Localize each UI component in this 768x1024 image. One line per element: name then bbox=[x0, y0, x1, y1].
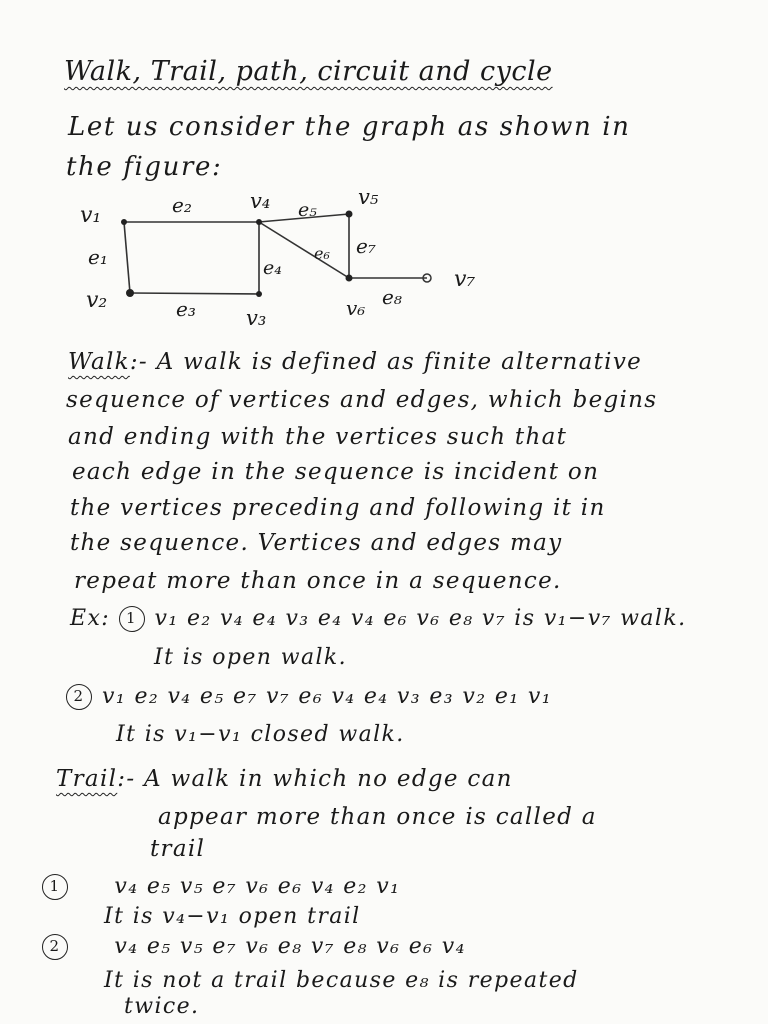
vertex-v6-label: v₆ bbox=[346, 296, 366, 320]
example-number-badge: 1 bbox=[42, 874, 68, 900]
page-title-text: Walk, Trail, path, circuit and cycle bbox=[64, 56, 553, 87]
walk-example-2-note: It is v₁−v₁ closed walk. bbox=[116, 722, 405, 747]
walk-example-1 bbox=[70, 606, 686, 632]
intro-line-2: the figure: bbox=[66, 152, 223, 182]
example-number-badge: 1 bbox=[119, 606, 145, 632]
edge-e1-line bbox=[124, 222, 130, 293]
walk-definition-line-1 bbox=[68, 349, 642, 375]
edge-e7-label: e₇ bbox=[356, 234, 376, 258]
example-number-badge: 2 bbox=[66, 684, 92, 710]
edge-e5-label: e₅ bbox=[298, 199, 317, 221]
walk-definition-line-3: and ending with the vertices such that bbox=[68, 424, 568, 450]
edge-e6-label: e₆ bbox=[314, 244, 330, 263]
trail-example-1-sequence: v₄ e₅ v₅ e₇ v₆ e₆ v₄ e₂ v₁ bbox=[114, 874, 401, 899]
vertex-v2-label: v₂ bbox=[86, 288, 108, 313]
vertex-v6-dot bbox=[346, 275, 353, 282]
example-number-badge: 2 bbox=[42, 934, 68, 960]
intro-line-1: Let us consider the graph as shown in bbox=[68, 112, 631, 142]
trail-term: Trail bbox=[56, 766, 118, 792]
vertex-v1-label: v₁ bbox=[80, 203, 102, 228]
trail-example-1-note: It is v₄−v₁ open trail bbox=[104, 904, 361, 929]
vertex-v4-dot bbox=[256, 219, 262, 225]
edge-e4-label: e₄ bbox=[263, 257, 282, 279]
vertex-v7-label: v₇ bbox=[454, 267, 476, 292]
trail-definition-line-2: appear more than once is called a bbox=[158, 804, 597, 830]
trail-example-2 bbox=[42, 934, 466, 960]
edge-e3-label: e₃ bbox=[176, 297, 196, 321]
walk-example-2-sequence: v₁ e₂ v₄ e₅ e₇ v₇ e₆ v₄ e₄ v₃ e₃ v₂ e₁ v₁ bbox=[102, 684, 552, 709]
walk-term: Walk bbox=[68, 349, 130, 375]
edge-e2-label: e₂ bbox=[172, 193, 192, 217]
vertex-v5-dot bbox=[346, 211, 353, 218]
trail-example-2-note: It is not a trail because e₈ is repeated bbox=[104, 968, 579, 993]
example-prefix: Ex: bbox=[70, 606, 111, 631]
walk-definition-line-6: the sequence. Vertices and edges may bbox=[70, 530, 563, 556]
trail-definition-line-1 bbox=[56, 766, 513, 792]
walk-definition-line-2: sequence of vertices and edges, which begins bbox=[66, 387, 658, 413]
trail-definition-text: :- A walk in which no edge can bbox=[117, 766, 513, 792]
walk-example-1-note: It is open walk. bbox=[154, 645, 348, 670]
walk-definition-line-5: the vertices preceding and following it in bbox=[70, 495, 606, 521]
vertex-v3-label: v₃ bbox=[246, 306, 267, 330]
trail-example-2-note-continued: twice. bbox=[124, 994, 200, 1019]
trail-definition-line-3: trail bbox=[150, 836, 206, 862]
walk-definition-line-4: each edge in the sequence is incident on bbox=[72, 459, 600, 485]
vertex-v2-dot bbox=[126, 289, 134, 297]
page-title bbox=[64, 56, 553, 87]
trail-example-1 bbox=[42, 874, 400, 900]
trail-example-2-sequence: v₄ e₅ v₅ e₇ v₆ e₈ v₇ e₈ v₆ e₆ v₄ bbox=[114, 934, 466, 959]
edge-e1-label: e₁ bbox=[88, 245, 108, 269]
edge-e3-line bbox=[130, 293, 259, 294]
vertex-v4-label: v₄ bbox=[250, 189, 271, 213]
edge-e8-label: e₈ bbox=[382, 285, 402, 309]
walk-example-1-sequence: v₁ e₂ v₄ e₄ v₃ e₄ v₄ e₆ v₆ e₈ v₇ is v₁−v₇ walk. bbox=[154, 606, 687, 631]
walk-definition-text: :- A walk is defined as finite alternative bbox=[129, 349, 643, 375]
walk-example-2 bbox=[66, 684, 552, 710]
graph-figure bbox=[60, 182, 500, 332]
vertex-v5-label: v₅ bbox=[358, 185, 379, 209]
vertex-v3-dot bbox=[256, 291, 262, 297]
vertex-v1-dot bbox=[121, 219, 127, 225]
walk-definition-line-7: repeat more than once in a sequence. bbox=[74, 568, 562, 594]
